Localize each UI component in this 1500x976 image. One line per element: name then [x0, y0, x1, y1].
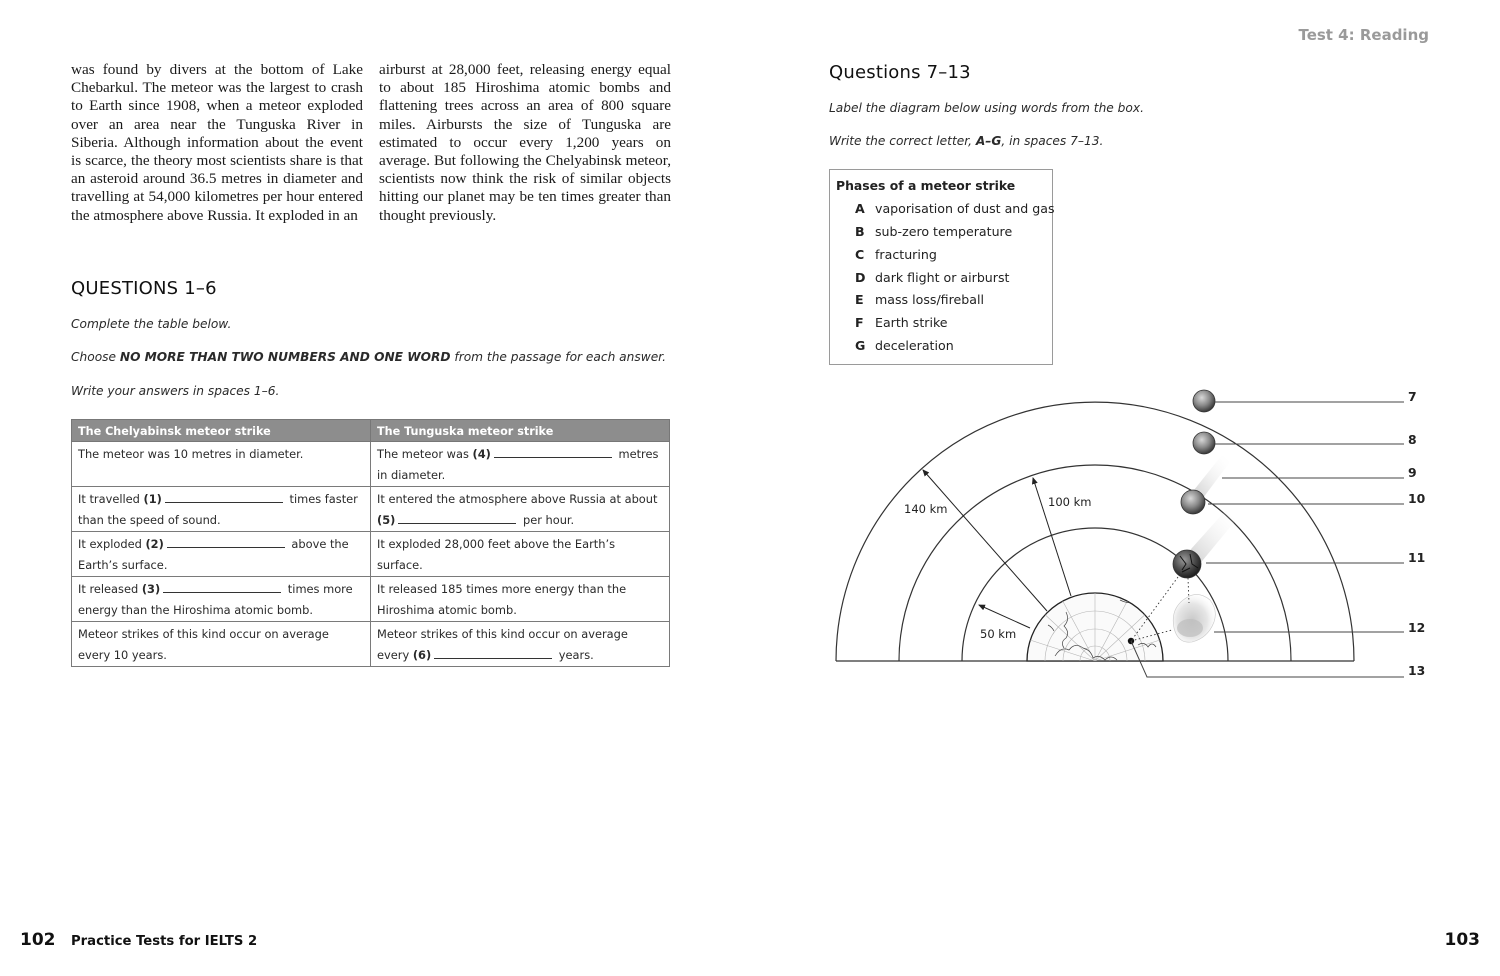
- callout-10: 10: [1408, 491, 1426, 506]
- meteor-phase-11-icon: [1173, 550, 1201, 578]
- instruction-write-letter: Write the correct letter, A–G, in spaces 7–13.: [829, 134, 1104, 148]
- question-number: (1): [143, 492, 162, 506]
- questions-7-13-heading: Questions 7–13: [829, 62, 971, 83]
- questions-1-6-heading: QUESTIONS 1–6: [71, 278, 217, 299]
- callout-7: 7: [1408, 389, 1417, 404]
- table-header-chelyabinsk: The Chelyabinsk meteor strike: [72, 420, 371, 442]
- fireball-icon: [1173, 594, 1215, 642]
- altitude-label-50km: 50 km: [980, 627, 1017, 641]
- callout-12: 12: [1408, 620, 1426, 635]
- instruction-write-answers: Write your answers in spaces 1–6.: [71, 384, 280, 398]
- phase-option-d: D dark flight or airburst: [855, 270, 1010, 285]
- instruction-complete-table: Complete the table below.: [71, 317, 232, 331]
- phase-option-f: F Earth strike: [855, 315, 948, 330]
- callout-11: 11: [1408, 550, 1426, 565]
- meteor-phase-8-icon: [1193, 432, 1215, 454]
- callout-leader-lines: [1131, 402, 1404, 677]
- question-number: (4): [472, 447, 491, 461]
- chelyabinsk-cell: Meteor strikes of this kind occur on average every 10 years.: [72, 622, 371, 667]
- altitude-label-100km: 100 km: [1048, 495, 1092, 509]
- instruction-word-limit: Choose NO MORE THAN TWO NUMBERS AND ONE WORD from the passage for each answer.: [71, 350, 666, 364]
- tunguska-cell: Meteor strikes of this kind occur on average every (6) years.: [371, 622, 670, 667]
- callout-13: 13: [1408, 663, 1426, 678]
- phase-option-c: C fracturing: [855, 247, 937, 262]
- phase-option-b: B sub-zero temperature: [855, 224, 1013, 239]
- left-page-number: 102: [20, 930, 56, 950]
- tunguska-cell: It entered the atmosphere above Russia at about (5) per hour.: [371, 487, 670, 532]
- question-number: (3): [141, 582, 161, 596]
- callout-9: 9: [1408, 465, 1417, 480]
- meteor-phase-7-icon: [1193, 390, 1215, 412]
- phases-box-title: Phases of a meteor strike: [836, 178, 1016, 193]
- meteor-phase-10-icon: [1181, 490, 1205, 514]
- chelyabinsk-cell: It travelled (1) times faster than the speed of sound.: [72, 487, 371, 532]
- question-number: (6): [412, 647, 432, 662]
- chelyabinsk-cell: It released (3) times more energy than the Hiroshima atomic bomb.: [72, 577, 371, 622]
- phase-option-e: E mass loss/fireball: [855, 292, 984, 307]
- tunguska-cell: It exploded 28,000 feet above the Earth’s surface.: [371, 532, 670, 577]
- phase-option-a: A vaporisation of dust and gas: [855, 201, 1055, 216]
- chelyabinsk-cell: The meteor was 10 metres in diameter.: [72, 442, 371, 487]
- book-title: Practice Tests for IELTS 2: [71, 934, 258, 949]
- tunguska-cell: It released 185 times more energy than the Hiroshima atomic bomb.: [371, 577, 670, 622]
- passage-column-1: was found by divers at the bottom of Lake Chebarkul. The meteor was the largest to crash to Earth since 1908, when a meteor exploded over an area near the Tunguska River in Siberia. Although information about the event is scarce, the theory most scientists share is that an asteroid around 36.5 metres in diameter and travelling at 54,000 kilometres per hour entered the atmosphere above Russia. It exploded in an: [71, 61, 363, 224]
- table-header-tunguska: The Tunguska meteor strike: [371, 420, 670, 442]
- chelyabinsk-cell: It exploded (2) above the Earth’s surface.: [72, 532, 371, 577]
- callout-8: 8: [1408, 432, 1417, 447]
- passage-column-2: airburst at 28,000 feet, releasing energy equal to about 185 Hiroshima atomic bombs and flattening trees across an area of 800 square miles. Airbursts the size of Tunguska are estimated to occur every 1,200 years on average. But following the Chelyabinsk meteor, scientists now think the risk of similar objects hitting our planet may be ten times greater than thought previously.: [379, 61, 671, 224]
- tunguska-cell: The meteor was (4) metres in diameter.: [371, 442, 670, 487]
- altitude-label-140km: 140 km: [904, 502, 948, 516]
- question-number: (2): [145, 537, 164, 551]
- instruction-label-diagram: Label the diagram below using words from the box.: [829, 101, 1144, 115]
- running-head: Test 4: Reading: [1298, 26, 1429, 44]
- question-number: (5): [377, 512, 396, 527]
- right-page-number: 103: [1444, 930, 1480, 950]
- altitude-arrows: [923, 470, 1071, 628]
- phase-option-g: G deceleration: [855, 338, 954, 353]
